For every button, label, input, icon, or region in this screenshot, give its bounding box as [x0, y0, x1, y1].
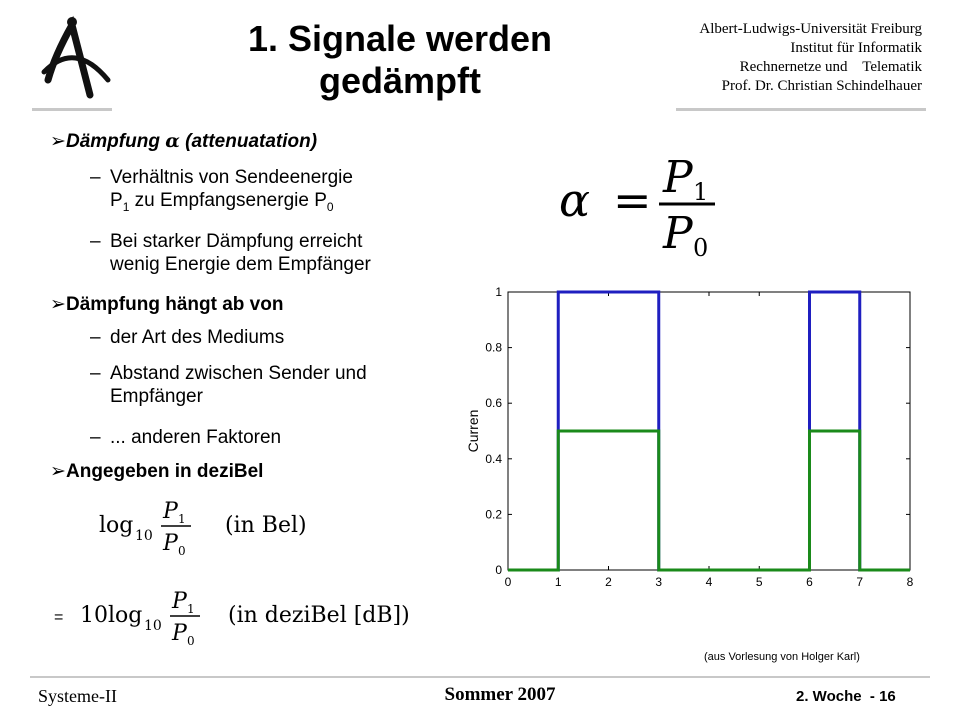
- bullet-label: Angegeben in deziBel: [66, 461, 264, 482]
- x-tick-label: 0: [504, 575, 512, 589]
- formula-frac-num: P: [172, 589, 187, 614]
- logo-rule: [32, 108, 112, 111]
- formula-coef: 10: [80, 603, 108, 628]
- formula-frac-num: P: [163, 499, 178, 524]
- sub-bullet-text: Bei starker Dämpfung erreicht: [110, 231, 363, 252]
- institution-line: Prof. Dr. Christian Schindelhauer: [721, 78, 922, 94]
- formula-log-sub: 10: [144, 618, 162, 634]
- log-bel-formula: [95, 490, 355, 560]
- dash: –: [90, 363, 101, 384]
- formula-log-sub: 10: [135, 528, 153, 544]
- bullet-arrow-icon: ➢: [50, 461, 66, 482]
- formula-frac-den: P: [172, 621, 187, 646]
- formula-unit-db: (in deziBel [dB]): [228, 603, 410, 628]
- institution-line: Rechnernetze und Telematik: [739, 59, 922, 75]
- formula-frac-den: P: [163, 531, 178, 556]
- x-tick-label: 8: [906, 575, 914, 589]
- formula-denominator-sub: 0: [693, 234, 709, 260]
- sub-bullet-text: wenig Energie dem Empfänger: [110, 254, 371, 275]
- formula-log: log: [108, 603, 143, 628]
- subscript: 1: [122, 199, 130, 214]
- bullet-daempfung: [50, 130, 317, 153]
- sub-bullet-verhaeltnis: [90, 166, 353, 219]
- formula-frac-num-sub: 1: [178, 512, 186, 526]
- sub-bullet-text: Abstand zwischen Sender und: [110, 363, 367, 384]
- y-tick-label: 0.2: [485, 507, 502, 522]
- bullet-arrow-icon: ➢: [50, 294, 66, 315]
- x-tick-label: 1: [554, 575, 562, 589]
- y-tick-label: 0.4: [485, 451, 502, 466]
- sub-bullet-medium: [90, 326, 284, 349]
- university-logo-icon: [30, 10, 120, 110]
- sub-bullet-text: zu Empfangsenergie P: [129, 190, 327, 211]
- formula-numerator-sub: 1: [693, 178, 709, 206]
- formula-equals: =: [613, 173, 652, 227]
- formula-numerator: P: [663, 152, 693, 203]
- y-tick-label: 1: [495, 285, 502, 299]
- institution-rule: [676, 108, 926, 111]
- sub-bullet-starke-daempfung: [90, 230, 371, 276]
- alpha-symbol: α: [165, 130, 180, 152]
- dash: –: [90, 231, 101, 252]
- slide-title-line2: gedämpft: [319, 60, 481, 101]
- sub-bullet-text: Empfänger: [110, 386, 203, 407]
- formula-alpha-lhs: α: [559, 173, 591, 227]
- formula-frac-den-sub: 0: [187, 634, 195, 648]
- y-tick-label: 0.8: [485, 340, 502, 355]
- alpha-formula: [555, 140, 755, 260]
- y-tick-label: 0.6: [485, 396, 502, 411]
- footer-page: 2. Woche - 16: [796, 688, 896, 705]
- sub-bullet-text: Verhältnis von Sendeenergie: [110, 167, 353, 188]
- subscript: 0: [326, 199, 334, 214]
- y-tick-label: 0: [495, 563, 502, 577]
- formula-eq-prefix: =: [54, 609, 64, 626]
- formula-frac-num-sub: 1: [187, 602, 195, 616]
- slide-title: [230, 18, 570, 102]
- y-axis-label: Curren: [465, 409, 481, 453]
- x-tick-label: 4: [705, 575, 713, 589]
- footer-semester: Sommer 2007: [444, 684, 556, 705]
- footer-rule: [30, 676, 930, 678]
- x-tick-label: 5: [755, 575, 763, 589]
- sub-bullet-text: P: [110, 190, 123, 211]
- bullet-dezibel: [50, 460, 263, 483]
- x-tick-label: 7: [856, 575, 864, 589]
- institution-block: [660, 20, 922, 96]
- attenuation-chart: [458, 278, 928, 598]
- source-credit: (aus Vorlesung von Holger Karl): [704, 651, 860, 663]
- bullet-label: Dämpfung hängt ab von: [66, 294, 284, 315]
- x-tick-label: 3: [655, 575, 663, 589]
- dash: –: [90, 327, 101, 348]
- x-tick-label: 6: [806, 575, 813, 589]
- institution-line: Albert-Ludwigs-Universität Freiburg: [699, 21, 922, 37]
- formula-log: log: [99, 513, 134, 538]
- institution-line: Institut für Informatik: [790, 40, 922, 56]
- formula-frac-den-sub: 0: [178, 544, 186, 558]
- x-tick-label: 2: [605, 575, 612, 589]
- log-db-formula: [50, 580, 430, 650]
- bullet-label-rest: (attenuatation): [185, 131, 318, 152]
- sub-bullet-text: der Art des Mediums: [110, 327, 285, 348]
- sub-bullet-abstand: [90, 362, 367, 408]
- footer-course: Systeme-II: [38, 686, 117, 706]
- dash: –: [90, 167, 101, 188]
- sub-bullet-faktoren: [90, 426, 281, 449]
- formula-denominator: P: [663, 208, 693, 259]
- sub-bullet-text: ... anderen Faktoren: [110, 427, 282, 448]
- bullet-abhaengig: [50, 293, 283, 316]
- dash: –: [90, 427, 101, 448]
- formula-unit-bel: (in Bel): [225, 513, 307, 538]
- bullet-label: Dämpfung: [66, 131, 160, 152]
- slide-title-line1: 1. Signale werden: [247, 18, 553, 59]
- bullet-arrow-icon: ➢: [50, 131, 66, 152]
